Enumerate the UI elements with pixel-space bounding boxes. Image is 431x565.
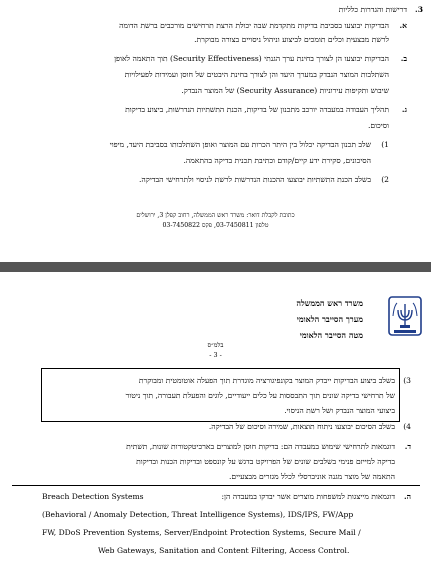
sub-2-line: בשלב הכנת התשתיות יבוצעו ההכנות הנדרשות לרשת לניסוי ולתרחישי הבדיקה. (139, 175, 371, 184)
divider (12, 485, 420, 486)
item-label-h: ה. (403, 492, 411, 501)
header-bureau: מטה הסייבר הלאומי (299, 330, 363, 340)
item-d-line: התאמה של מוצר מגנה אוניברסלי לכלל מגזרים מבצעיים. (229, 472, 395, 481)
sub-3-line: של תרחישי בדיקה שונים תוך התבססות על כלים ייעודיים, לוגים והפעלת תעבורה, תוך ניטור (125, 391, 395, 400)
item-c-line: תהליך העבודה במעבדה יורכב מתכנון של בדיקות, הכנת התשתיות הנדרשות, ביצוע בדיקות (125, 105, 389, 114)
page-separator (0, 262, 431, 272)
sub-label-3: 3) (403, 376, 411, 385)
item-c-line: וסיכום. (367, 121, 389, 130)
item-h-line: FW, DDoS Prevention Systems, Server/Endpoint Protection Systems, Secure Mail / (42, 528, 361, 537)
item-b-line: השתלבות המוצר הנבדק במערך היעד והן לצורך בחינת היבטים של חוסן ועמידות לפעילויות (124, 70, 389, 79)
item-a-line: הבדיקות יבוצעו בסביבת בדיקות מתקדמת שבה יכולת הרצת תרחישים מורכבים ברשת הדומה (119, 21, 389, 30)
item-d-line: בדיקה למייזם פנימי בשלבים שונים של הפרויקט בדגש על קונספט ובדיקות הכנות ובדיקות (136, 457, 395, 466)
sub-3-line: ביצועי המוצר הנבדק ושל רשת הניסוי. (284, 406, 395, 415)
item-label-a: א. (399, 21, 407, 30)
footer-phone: טלפון 03-7450811, פקס 03-7450822 (162, 222, 269, 229)
item-h-line: דוגמאות מייצגות למשפחות מוצרים אשר יבדקו במעבדה הן: (221, 492, 395, 501)
footer-address: כתובת לקבלת דואר: משרד ראש הממשלה, רחוב קפלן 3, ירושלים (136, 212, 295, 219)
document-page-top (0, 0, 431, 262)
item-a-line: לרשת מבצעית וכלים תומכים לביצוע וניהול ניסויים בצורה מבוקרת. (194, 35, 389, 44)
sub-3-line: בשלב ביצוע הבדיקות ייבדק המוצר בקונפיגורציה מוגדרת תוך הפעלה אוטומטית ומבוקרת (138, 376, 395, 385)
section-title: דרישות והגדרות כלליות (338, 5, 407, 14)
header-ministry: משרד ראש הממשלה (296, 298, 363, 308)
sub-label-1: 1) (381, 140, 389, 149)
state-emblem-icon (388, 296, 422, 336)
item-label-c: ג. (401, 105, 407, 114)
sub-1-line: שלב תכנון הבדיקה יכלול בין היתר הכרות עם המוצר ואופן השתלבותו בסביבת היעד, מיפוי (109, 140, 371, 149)
section-number: 3. (415, 5, 423, 14)
item-label-b: ב. (400, 54, 407, 63)
item-h-line: (Behavioral / Anomaly Detection, Threat Intelligence Systems), IDS/IPS, FW/App (42, 510, 354, 519)
page-number: - 3 - (209, 351, 222, 359)
item-d-line: דוגמאות לתרחישי שימוש במעבדה הם: בדיקות חוסן למוצרים בארכיטקטורות שונות, תשתית (126, 442, 395, 451)
sub-1-line: הסיכונים, סקירת ידע קיים/קודם וכתיבת תכנית בדיקה בהתאמה. (183, 156, 371, 165)
item-b-line: שיבוש ותקיפות עירוניות (Security Assurance) של המוצר הנבדק. (181, 86, 389, 95)
sub-4-line: בשלב הסיכום יבוצעו ניתוח תוצאות, שמירה וסיכום של הבדיקה. (208, 422, 395, 431)
item-h-line: Web Gateways, Sanitation and Content Filtering, Access Control. (98, 546, 350, 555)
header-directorate: מערך הסייבר הלאומי (296, 314, 363, 324)
sub-label-2: 2) (381, 175, 389, 184)
item-b-line: הבדיקות יבוצעו הן לצורך בחינת ערך הגנתי (Security Effectiveness) תוך התאמה לאופן (114, 54, 389, 63)
item-h-line-en: Breach Detection Systems (42, 492, 144, 501)
sub-label-4: 4) (403, 422, 411, 431)
classification-label: בלמ״ס (207, 341, 224, 349)
item-label-d: ד. (404, 442, 411, 451)
